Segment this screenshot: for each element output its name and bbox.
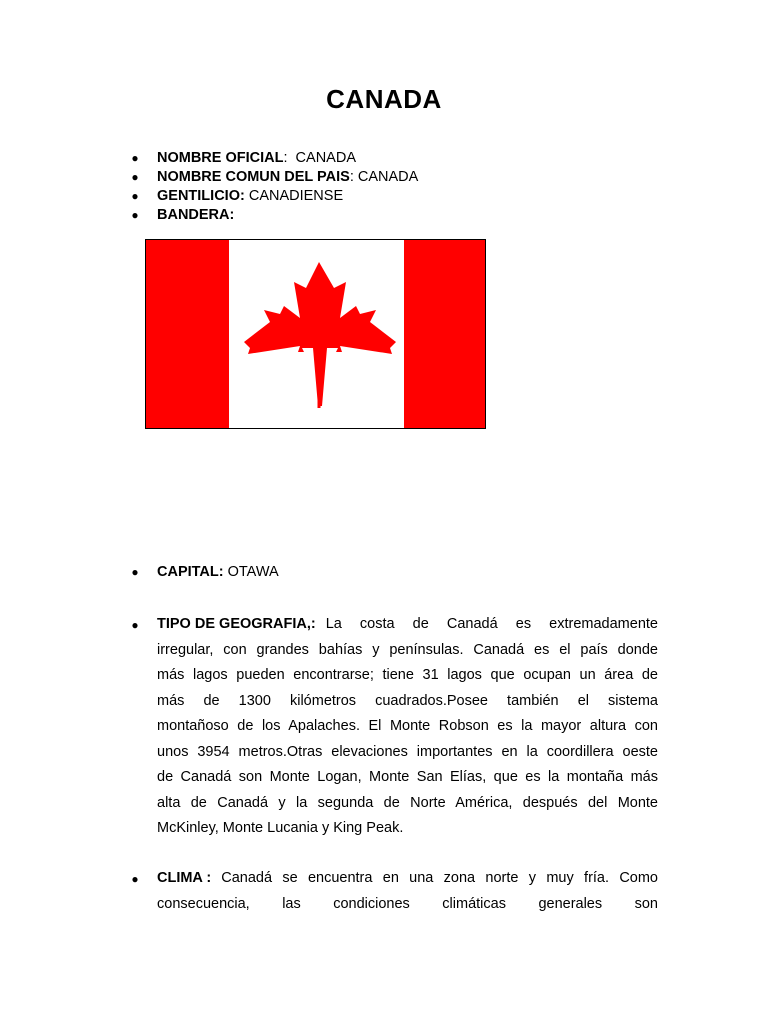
- bullet-icon: ●: [131, 872, 139, 886]
- field-label: NOMBRE OFICIAL: [157, 150, 284, 166]
- field-separator: :: [349, 169, 354, 185]
- list-item: [0, 562, 768, 582]
- paragraph-line: McKinley, Monte Lucania y King Peak.: [157, 820, 404, 836]
- field-separator: :: [283, 150, 288, 166]
- field-label: NOMBRE COMUN DEL PAIS: [157, 169, 350, 185]
- bullet-icon: ●: [131, 565, 139, 579]
- field-label: CAPITAL:: [157, 564, 224, 580]
- field-value: CANADA: [353, 169, 419, 185]
- bullet-icon: ●: [131, 151, 139, 165]
- paragraph-line: de Canadá son Monte Logan, Monte San Elías, que es la montaña más: [157, 769, 658, 785]
- list-item: [0, 167, 768, 187]
- field-value: CANADA: [287, 150, 356, 166]
- paragraph-line: alta de Canadá y la segunda de Norte América, después del Monte: [157, 794, 658, 811]
- field-label: TIPO DE GEOGRAFIA,:: [157, 616, 316, 632]
- list-item: [0, 186, 768, 206]
- list-item: [0, 148, 768, 168]
- paragraph-line: La costa de Canadá es extremadamente: [325, 616, 658, 632]
- paragraph-line: unos 3954 metros.Otras elevaciones importantes en la coordillera oeste: [157, 743, 658, 760]
- paragraph-line: montañoso de los Apalaches. El Monte Robson es la mayor altura con: [157, 718, 658, 734]
- paragraph-line: Canadá se encuentra en una zona norte y muy fría. Como: [221, 870, 658, 886]
- canada-flag-icon: [146, 240, 485, 428]
- field-label: BANDERA:: [157, 207, 235, 223]
- canada-flag-image: [145, 239, 486, 429]
- paragraph-line: consecuencia, las condiciones climáticas generales son: [157, 895, 658, 912]
- field-label: GENTILICIO:: [157, 188, 245, 204]
- list-item: [0, 205, 768, 225]
- paragraph-line: más de 1300 kilómetros cuadrados.Posee también el sistema: [157, 692, 658, 709]
- field-label: CLIMA :: [157, 870, 212, 886]
- bullet-icon: ●: [131, 208, 139, 222]
- paragraph-line: más lagos pueden encontrarse; tiene 31 lagos que ocupan un área de: [157, 667, 658, 683]
- bullet-icon: ●: [131, 170, 139, 184]
- bullet-icon: ●: [131, 189, 139, 203]
- bullet-icon: ●: [131, 618, 139, 632]
- field-value: CANADIENSE: [244, 188, 344, 204]
- page-title: CANADA: [326, 84, 442, 114]
- field-value: OTAWA: [223, 564, 279, 580]
- paragraph-line: irregular, con grandes bahías y penínsulas. Canadá es el país donde: [157, 641, 658, 658]
